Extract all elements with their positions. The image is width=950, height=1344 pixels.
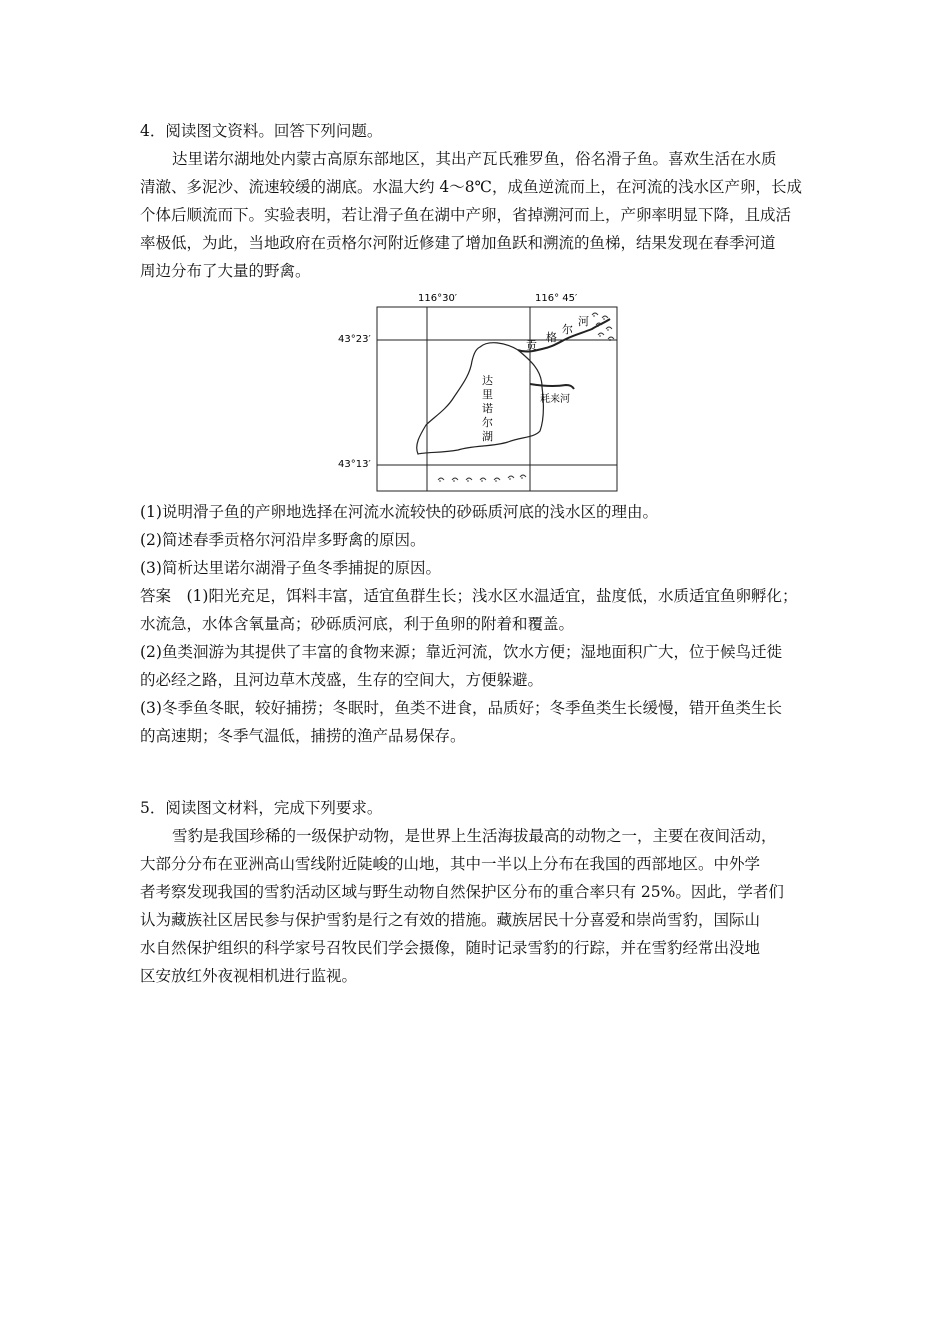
q4-paragraph-line: 周边分布了大量的野禽。 [140, 262, 311, 280]
lake-label-char: 诺 [482, 402, 493, 415]
q4-question-3: (3)简析达里诺尔湖滑子鱼冬季捕捉的原因。 [140, 559, 441, 577]
q4-paragraph-line: 个体后顺流而下。实验表明，若让滑子鱼在湖中产卵，省掉溯河而上，产卵率明显下降，且成活 [140, 206, 792, 224]
longitude-label-right: 116° 45′ [535, 293, 578, 304]
q5-paragraph-line: 雪豹是我国珍稀的一级保护动物，是世界上生活海拔最高的动物之一，主要在夜间活动， [172, 827, 777, 845]
river-label-char: 贡 [526, 339, 537, 352]
q4-paragraph-line: 率极低，为此，当地政府在贡格尔河附近修建了增加鱼跃和溯流的鱼梯，结果发现在春季河道 [140, 234, 776, 252]
q5-paragraph-line: 大部分分布在亚洲高山雪线附近陡峻的山地，其中一半以上分布在我国的西部地区。中外学 [140, 855, 761, 873]
haolai-river-label: 耗来河 [540, 394, 570, 405]
lake-label-char: 达 [482, 374, 493, 387]
dali-nor-lake-map [330, 285, 620, 500]
q4-answer-line: 的高速期；冬季气温低，捕捞的渔产品易保存。 [140, 727, 466, 745]
longitude-label-left: 116°30′ [418, 293, 458, 304]
river-label-char: 尔 [562, 323, 573, 336]
river-label-char: 河 [578, 315, 589, 328]
q4-question-1: (1)说明滑子鱼的产卵地选择在河流水流较快的砂砾质河底的浅水区的理由。 [140, 503, 658, 521]
q4-paragraph-line: 达里诺尔湖地处内蒙古高原东部地区，其出产瓦氏雅罗鱼，俗名滑子鱼。喜欢生活在水质 [172, 150, 777, 168]
lake-outline [417, 343, 544, 454]
q5-paragraph-line: 区安放红外夜视相机进行监视。 [140, 967, 358, 985]
q5-heading: 5．阅读图文材料，完成下列要求。 [140, 799, 383, 817]
haolai-river [530, 384, 574, 389]
q4-answer-line: (3)冬季鱼冬眠，较好捕捞；冬眠时，鱼类不进食，品质好；冬季鱼类生长缓慢，错开鱼类生长 [140, 699, 782, 717]
q4-answer-line: (2)鱼类洄游为其提供了丰富的食物来源；靠近河流，饮水方便；湿地面积广大，位于候鸟迁徙 [140, 643, 782, 661]
latitude-label-top: 43°23′ [338, 334, 371, 345]
lake-label-char: 尔 [482, 416, 493, 429]
map-frame [377, 307, 617, 491]
lake-label-char: 里 [482, 388, 493, 401]
q5-paragraph-line: 水自然保护组织的科学家号召牧民们学会摄像，随时记录雪豹的行踪，并在雪豹经常出没地 [140, 939, 761, 957]
latitude-label-bottom: 43°13′ [338, 459, 371, 470]
wetland-marsh-symbols-south [438, 475, 526, 482]
q4-answer-line: 的必经之路，且河边草木茂盛，生存的空间大，方便躲避。 [140, 671, 544, 689]
q4-heading: 4．阅读图文资料。回答下列问题。 [140, 122, 383, 140]
q4-question-2: (2)简述春季贡格尔河沿岸多野禽的原因。 [140, 531, 426, 549]
river-label-char: 格 [546, 331, 557, 344]
q4-answer-line: 水流急，水体含氧量高；砂砾质河底，利于鱼卵的附着和覆盖。 [140, 615, 575, 633]
q4-answer-line: 答案 (1)阳光充足，饵料丰富，适宜鱼群生长；浅水区水温适宜，盐度低，水质适宜鱼卵孵化； [140, 587, 798, 605]
q4-paragraph-line: 清澈、多泥沙、流速较缓的湖底。水温大约 4～8℃，成鱼逆流而上，在河流的浅水区产卵，长成 [140, 178, 802, 196]
q5-paragraph-line: 认为藏族社区居民参与保护雪豹是行之有效的措施。藏族居民十分喜爱和崇尚雪豹，国际山 [140, 911, 761, 929]
lake-label-char: 湖 [482, 430, 493, 443]
q5-paragraph-line: 者考察发现我国的雪豹活动区域与野生动物自然保护区分布的重合率只有 25%。因此，学者们 [140, 883, 784, 901]
